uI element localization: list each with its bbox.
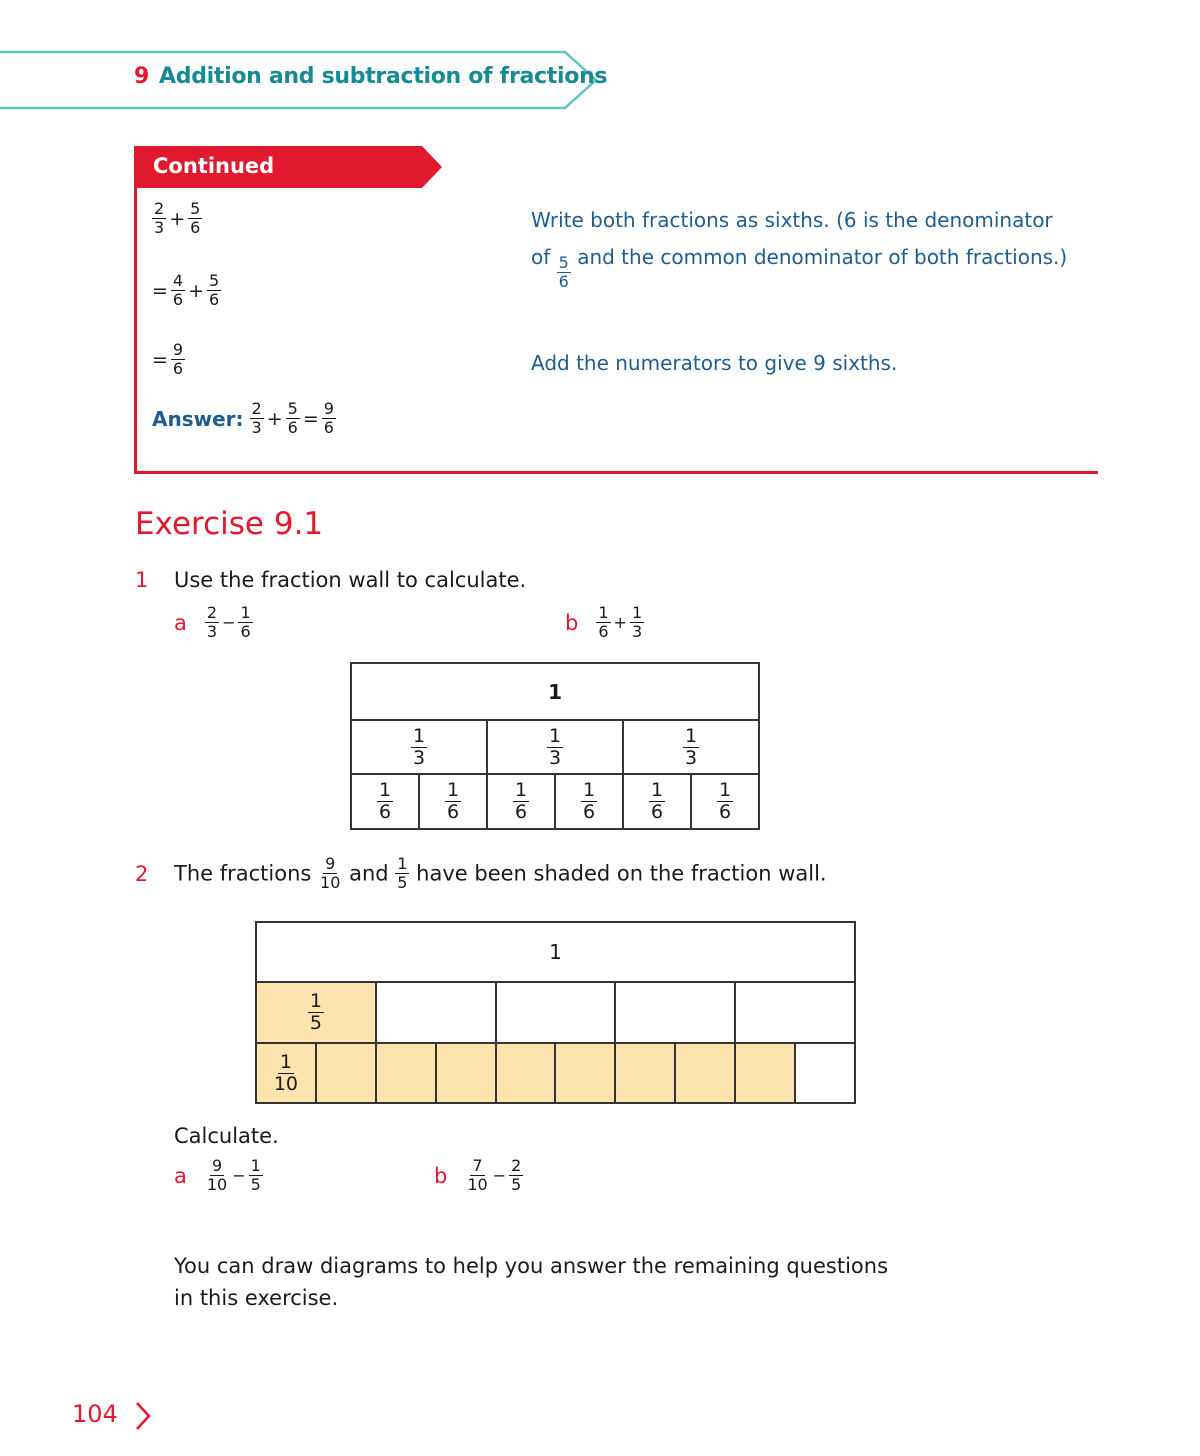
page-number: 104 — [72, 1400, 118, 1428]
working-note-2: Add the numerators to give 9 sixths. — [531, 351, 898, 375]
wall-sixth-cell: $\frac{1}{6}$ — [419, 774, 487, 829]
wall-tenth-cell — [555, 1043, 615, 1103]
wall-whole: 1 — [256, 922, 855, 982]
chapter-title-text: Addition and subtraction of fractions — [159, 64, 608, 89]
continued-label: Continued — [153, 154, 275, 178]
wall-tenth-cell — [496, 1043, 556, 1103]
chapter-title — [134, 64, 607, 89]
wall-sixth-cell: $\frac{1}{6}$ — [555, 774, 623, 829]
wall-tenth-cell — [675, 1043, 735, 1103]
wall-tenth-cell — [376, 1043, 436, 1103]
wall-whole: 1 — [351, 663, 759, 720]
wall-fifths-row — [256, 982, 855, 1043]
working-step-2: = $\frac{4}{6}$ + $\frac{5}{6}$ — [152, 271, 220, 309]
question-2a: a $\frac{9}{10}$ − $\frac{1}{5}$ — [174, 1156, 261, 1194]
wall-fifth-cell: $\frac{1}{5}$ — [256, 982, 376, 1043]
working-step-1: $\frac{2}{3}$ + $\frac{5}{6}$ — [154, 199, 201, 237]
question-2-number: 2 — [135, 862, 149, 886]
wall-third-cell: $\frac{1}{3}$ — [487, 720, 623, 774]
wall-fifth-cell — [615, 982, 735, 1043]
chapter-number: 9 — [134, 64, 150, 89]
wall-tenth-cell — [735, 1043, 795, 1103]
fraction-wall-thirds-sixths — [350, 662, 760, 830]
wall-tenth-cell — [316, 1043, 376, 1103]
wall-sixth-cell: $\frac{1}{6}$ — [487, 774, 555, 829]
wall-tenth-cell — [615, 1043, 675, 1103]
wall-third-cell: $\frac{1}{3}$ — [351, 720, 487, 774]
continued-box-left-border — [134, 146, 137, 474]
question-1-text: Use the fraction wall to calculate. — [174, 568, 527, 592]
chevron-right-icon — [134, 1400, 152, 1432]
answer-line: Answer: $\frac{2}{3}$ + $\frac{5}{6}$ = $\frac{9}{6}$ — [152, 399, 334, 437]
wall-tenth-cell — [795, 1043, 855, 1103]
wall-fifth-cell — [496, 982, 616, 1043]
wall-tenth-cell — [436, 1043, 496, 1103]
wall-third-cell: $\frac{1}{3}$ — [623, 720, 759, 774]
wall-fifth-cell — [735, 982, 855, 1043]
working-step-3: = $\frac{9}{6}$ — [152, 340, 184, 378]
wall-fifth-cell — [376, 982, 496, 1043]
wall-sixth-cell: $\frac{1}{6}$ — [623, 774, 691, 829]
fraction-wall-fifths-tenths — [255, 921, 856, 1104]
wall-tenths-row — [256, 1043, 855, 1103]
wall-sixth-cell: $\frac{1}{6}$ — [691, 774, 759, 829]
answer-label: Answer: — [152, 406, 244, 431]
question-1-number: 1 — [135, 568, 149, 592]
continued-box-bottom-border — [134, 471, 1098, 474]
tip-text: You can draw diagrams to help you answer the remaining questions in this exercise. — [174, 1254, 889, 1310]
working-note-1: Write both fractions as sixths. (6 is the denominator of $\frac{5}{6}$ and the common denominator of both fractions.) — [531, 208, 1068, 291]
wall-sixth-cell: $\frac{1}{6}$ — [351, 774, 419, 829]
question-1a: a $\frac{2}{3}$ − $\frac{1}{6}$ — [174, 603, 251, 641]
question-1b: b $\frac{1}{6}$ + $\frac{1}{3}$ — [565, 603, 643, 641]
question-2-text: The fractions $\frac{9}{10}$ and $\frac{1}{5}$ have been shaded on the fraction wall. — [174, 854, 827, 892]
wall-tenth-cell: $\frac{1}{10}$ — [256, 1043, 316, 1103]
exercise-heading: Exercise 9.1 — [135, 506, 324, 542]
calculate-label: Calculate. — [174, 1124, 279, 1148]
question-2b: b $\frac{7}{10}$ − $\frac{2}{5}$ — [434, 1156, 522, 1194]
